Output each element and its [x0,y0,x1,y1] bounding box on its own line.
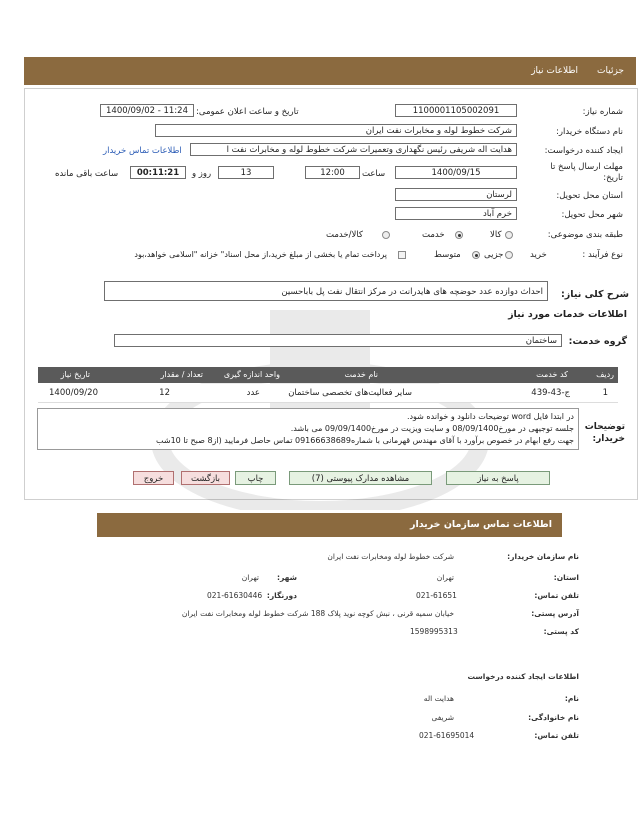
notes-label: توضیحات خریدار: [584,422,625,444]
creator-phone-value: 021-61695014 [419,731,475,740]
creator-family-value: شریفی [431,713,454,722]
cell-code: ج-43-439 [531,388,570,398]
cell-qty: 12 [159,388,170,398]
col-row: ردیف [596,370,614,379]
contact-address-value: خیابان سمیه قرنی ، نبش کوچه نوید پلاک 188 شرکت خطوط لوله ومخابرات نفت ایران [181,609,454,618]
contact-address-label: آدرس پستی: [531,609,579,618]
deadline-time-field: 12:00 [305,166,360,179]
summary-label: شرح کلی نیاز: [560,289,629,300]
nav-need-info-link[interactable]: اطلاعات نیاز [531,66,578,76]
contact-phone-label: تلفن تماس: [534,591,579,600]
service-group-field: ساختمان [114,334,562,347]
process-type-label: نوع فرآیند : [582,250,623,260]
category-option-service: خدمت [422,230,445,240]
city-label: شهر محل تحویل: [561,210,623,220]
payment-checkbox[interactable] [398,251,406,259]
creator-label: ایجاد کننده درخواست: [544,146,623,156]
col-date: تاریخ نیاز [60,370,90,379]
contact-org-value: شرکت خطوط لوله ومخابرات نفت ایران [327,552,454,561]
city-field: خرم آباد [395,207,517,220]
contact-province-label: استان: [553,573,579,582]
process-option-buy: خرید [530,250,547,260]
notes-line-2: جلسه توجیهی در مورخ08/09/1400 و سایت ویزیت در مورخ09/09/1400 می باشد. [290,424,574,433]
province-label: استان محل تحویل: [556,191,623,201]
creator-family-label: نام خانوادگی: [528,713,579,722]
process-option-partial: جزیی [484,250,504,260]
category-option-goods: کالا [490,230,502,240]
services-table-header [38,367,618,383]
contact-section-header [97,513,562,537]
notes-line-3: جهت رفع ابهام در خصوص برآورد با آقای مهندس قهرمانی با شماره09166638689 تماس حاصل فرمایید (از8 صبح تا 10شب [156,436,574,445]
services-title: اطلاعات خدمات مورد نیاز [508,309,627,320]
top-nav-bar [24,57,636,85]
remaining-time-field: 00:11:21 [130,166,186,179]
print-button[interactable]: چاپ [235,471,276,485]
creator-info-title: اطلاعات ایجاد کننده درخواست [467,672,579,681]
nav-details-link[interactable]: جزئیات [597,66,624,76]
contact-city-label: شهر: [277,573,297,582]
process-radio-partial[interactable] [505,251,513,259]
category-radio-goods[interactable] [505,231,513,239]
deadline-time-label: ساعت [362,169,386,179]
reply-button[interactable]: پاسخ به نیاز [446,471,550,485]
summary-field: احداث دوازده عدد حوضچه های هایدرانت در مرکز انتقال نفت پل باباحسین [104,281,548,301]
cell-date: 1400/09/20 [49,388,98,398]
process-radio-medium[interactable] [472,251,480,259]
announce-date-label: تاریخ و ساعت اعلان عمومی: [196,107,299,117]
table-row [38,384,618,403]
contact-fax-label: دورنگار: [266,591,297,600]
contact-postal-label: کد پستی: [543,627,579,636]
cell-row: 1 [602,388,608,398]
province-field: لرستان [395,188,517,201]
category-radio-both[interactable] [382,231,390,239]
buyer-contact-link[interactable]: اطلاعات تماس خریدار [103,146,182,156]
contact-phone-value: 021-61651 [416,591,457,600]
creator-field: هدایت اله شریفی رئیس نگهداری وتعمیرات شرکت خطوط لوله و مخابرات نفت ا [190,143,517,156]
contact-section-title: اطلاعات تماس سازمان خریدار [409,519,552,530]
col-name: نام خدمت [344,370,378,379]
col-code: کد خدمت [536,370,568,379]
category-label: طبقه بندی موضوعی: [547,230,623,240]
creator-name-label: نام: [564,694,579,703]
col-unit: واحد اندازه گیری [223,370,280,379]
service-group-label: گروه خدمت: [568,336,627,347]
cell-unit: عدد [246,388,260,398]
notes-line-1: در ابتدا فایل word توضیحات دانلود و خوانده شود. [406,412,574,421]
exit-button[interactable]: خروج [133,471,174,485]
days-label: روز و [192,169,212,179]
creator-phone-label: تلفن تماس: [534,731,579,740]
deadline-date-field: 1400/09/15 [395,166,517,179]
contact-postal-value: 1598995313 [410,627,458,636]
need-number-field: 1100001105002091 [395,104,517,117]
remaining-label: ساعت باقی مانده [55,169,119,179]
contact-city-value: تهران [241,573,259,582]
col-qty: تعداد / مقدار [160,370,203,379]
back-button[interactable]: بازگشت [181,471,230,485]
creator-name-value: هدایت اله [423,694,454,703]
announce-date-field: 1400/09/02 - 11:24 [100,104,194,117]
category-radio-service[interactable] [455,231,463,239]
contact-fax-value: 021-61630446 [207,591,263,600]
category-option-both: کالا/خدمت [326,230,363,240]
buyer-org-field: شرکت خطوط لوله و مخابرات نفت ایران [155,124,517,137]
buyer-org-label: نام دستگاه خریدار: [556,127,623,137]
payment-note: پرداخت تمام یا بخشی از مبلغ خرید،از محل اسناد" خزانه "اسلامی خواهد،بود [134,250,387,259]
cell-name: سایر فعالیت‌های تخصصی ساختمان [288,388,412,398]
contact-org-label: نام سازمان خریدار: [507,552,579,561]
process-option-medium: متوسط [434,250,461,260]
attachments-button[interactable]: مشاهده مدارک پیوستی (7) [289,471,432,485]
contact-province-value: تهران [436,573,454,582]
deadline-label: مهلت ارسال پاسخ تا تاریخ: [550,162,623,183]
days-remaining-field: 13 [218,166,274,179]
need-number-label: شماره نیاز: [582,107,623,117]
notes-box [37,408,579,450]
